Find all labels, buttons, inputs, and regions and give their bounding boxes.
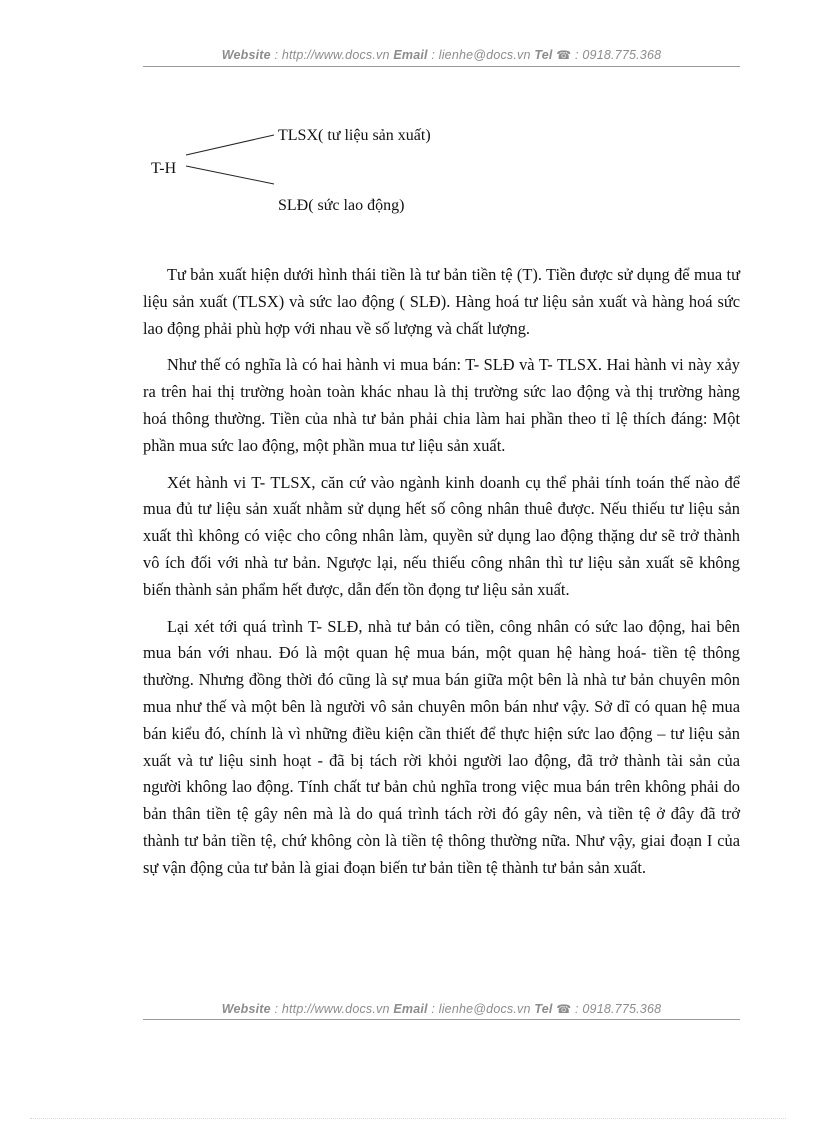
header-tel-value: : 0918.775.368 (571, 48, 662, 62)
capital-diagram (0, 0, 816, 240)
phone-icon: ☎ (556, 48, 572, 62)
footer-email-link[interactable]: : lienhe@docs.vn (427, 1002, 535, 1016)
header-email-link[interactable]: : lienhe@docs.vn (427, 48, 535, 62)
footer-tel-value: : 0918.775.368 (571, 1002, 662, 1016)
diagram-branch-bottom: SLĐ( sức lao động) (278, 197, 405, 214)
phone-icon: ☎ (556, 1002, 572, 1016)
diagram-lines (0, 0, 816, 240)
footer-website-label: Website (221, 1002, 271, 1016)
diagram-branch-top: TLSX( tư liệu sản xuất) (278, 127, 431, 144)
header-website-link[interactable]: : http://www.docs.vn (270, 48, 394, 62)
paragraph: Xét hành vi T- TLSX, căn cứ vào ngành kinh doanh cụ thể phải tính toán thế nào để mua đủ tư liệu sản xuất nhằm sử dụng hết số công nhân thuê được. Nếu thiếu tư liệu sản xuất thì không có việc cho công nhân làm, quyền sử dụng lao động thặng dư sẽ trở thành vô ích đối với nhà tư bản. Ngược lại, nếu thiếu công nhân thì tư liệu sản xuất sẽ không biến thành sản phẩm hết được, dẫn đến tồn đọng tư liệu sản xuất. (143, 472, 740, 599)
diagram-line-bottom (186, 166, 274, 184)
paragraph: Như thế có nghĩa là có hai hành vi mua bán: T- SLĐ và T- TLSX. Hai hành vi này xảy ra trên hai thị trường hoàn toàn khác nhau là thị trường sức lao động và thị trường hàng hoá thông thường. Tiền của nhà tư bản phải chia làm hai phần theo tỉ lệ thích đáng: Một phần mua sức lao động, một phần mua tư liệu sản xuất. (143, 355, 740, 455)
diagram-source: T-H (151, 160, 177, 177)
header-tel-label: Tel (534, 48, 553, 62)
paragraph: Lại xét tới quá trình T- SLĐ, nhà tư bản có tiền, công nhân có sức lao động, hai bên mua bán với nhau. Đó là một quan hệ mua bán, một quan hệ hàng hoá- tiền tệ thông thường. Nhưng đồng thời đó cũng là sự mua bán giữa một bên là nhà tư bản chuyên môn mua như thế và một bên là người vô sản chuyên môn bán như vậy. Sở dĩ có quan hệ mua bán kiểu đó, chính là vì những điều kiện cần thiết để thực hiện sức lao động – tư liệu sản xuất và tư liệu sinh hoạt - đã bị tách rời khỏi người lao động, đã trở thành tài sản của người không lao động. Tính chất tư bản chủ nghĩa trong việc mua bán trên không phải do bản thân tiền tệ gây nên mà là do quá trình tách rời đó gây nên, và tiền tệ ở đây đã trở thành tư bản tiền tệ, chứ không còn là tiền tệ thông thường nữa. Như vậy, giai đoạn I của sự vận động của tư bản là giai đoạn biến tư bản tiền tệ thành tư bản sản xuất. (143, 616, 740, 877)
diagram-line-top (186, 135, 274, 155)
page-footer (143, 1002, 740, 1016)
footer-divider (143, 1019, 740, 1020)
document-body (143, 262, 740, 892)
footer-email-label: Email (393, 1002, 428, 1016)
paragraph: Tư bản xuất hiện dưới hình thái tiền là tư bản tiền tệ (T). Tiền được sử dụng để mua tư liệu sản xuất (TLSX) và sức lao động ( SLĐ). Hàng hoá tư liệu sản xuất và hàng hoá sức lao động phải phù hợp với nhau về số lượng và chất lượng. (143, 265, 740, 338)
footer-tel-label: Tel (534, 1002, 553, 1016)
footer-website-link[interactable]: : http://www.docs.vn (270, 1002, 394, 1016)
header-email-label: Email (393, 48, 428, 62)
page-bottom-border (30, 1118, 786, 1119)
header-website-label: Website (221, 48, 271, 62)
